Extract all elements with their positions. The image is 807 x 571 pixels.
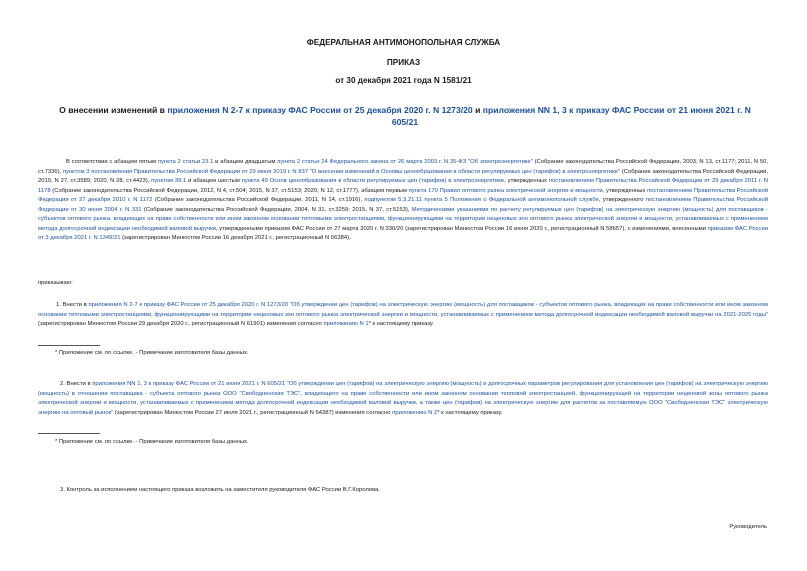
footnote-divider	[38, 433, 100, 434]
preamble-link[interactable]: пункта 2 статьи 23.1	[157, 159, 214, 165]
preamble-text: , утвержденными приказом ФАС России от 27 марта 2020 г. N 330/20 (зарегистрирован Минюстом России 16 июня 2020 г., регистрационный N 58657), с изменениями, внесенными	[215, 225, 708, 232]
preamble-text: (Собрание законодательства Российской Федерации, 2003, N 13, ст.1177; 2011, N 50, ст.7336),	[38, 159, 768, 175]
document-type: ПРИКАЗ	[386, 58, 421, 67]
preamble-text: и абзацем шестым	[186, 178, 242, 184]
preamble-text: (Собрание законодательства Российской Федерации, 2019, N 27, ст.3589; 2020, N 28, ст.4423),	[38, 168, 768, 184]
signature-title: Руководитель	[729, 524, 767, 530]
preamble-text: (зарегистрирован Минюстом России 16 декабря 2021 г., регистрационный N 66384),	[120, 235, 351, 241]
preamble-paragraph	[38, 158, 768, 244]
preamble-link[interactable]: пунктом 39.1	[151, 178, 187, 184]
title-link-605-21[interactable]: приложения NN 1, 3 к приказу ФАС России от 21 июня 2021 г. N 605/21	[391, 105, 751, 127]
preamble-text: (Собрание законодательства Российской Федерации, 2004, N 31, ст.3259; 2015, N 37, ст.5153),	[141, 206, 412, 213]
title-text: О внесении изменений в	[59, 105, 168, 115]
preamble-text: , утвержденного	[598, 197, 646, 203]
order-word: приказываю:	[38, 280, 73, 286]
item-3-paragraph: 3. Контроль за исполнением настоящего приказа возложить на заместителя руководителя ФАС России В.Г.Королева.	[60, 487, 380, 493]
item2-text: 2. Внести в	[60, 381, 93, 387]
item1-text: (зарегистрирован Минюстом России 29 декабря 2020 г., регистрационный N 61901) изменения согласно	[38, 321, 324, 327]
document-title	[50, 104, 760, 128]
item-1-paragraph	[38, 301, 768, 330]
preamble-link[interactable]: пункта 49 Основ ценообразования в области регулируемых цен (тарифов) в электроэнергетике	[241, 178, 505, 184]
item1-link[interactable]: приложения N 2-7 к приказу ФАС России от 25 декабря 2020 г. N 1273/20 "Об утверждении цен (тарифов) на электрическую энергию (мощность) для поставщиков - субъектов оптового рынка, владеющих на праве собственности или ином законном основании тепловыми электростанциями, функционирующими на территории неценовых зон оптового рынка электрической энергии и мощности, устанавливаемых с применением метода долгосрочной индексации необходимой валовой выручки на 2021-2025 годы"	[38, 302, 768, 318]
item2-link[interactable]: приложению N 2	[392, 409, 438, 416]
preamble-text: и абзацем двадцатым	[213, 159, 278, 165]
footnote-1: * Приложение см. по ссылке. - Примечание изготовителя базы данных.	[55, 350, 249, 356]
preamble-link[interactable]: постановлением Правительства Российской Федерации от 30 июня 2004 г. N 331	[38, 197, 768, 213]
preamble-link[interactable]: Методическими указаниями по расчету регулируемых цен (тарифов) на электрическую энергию (мощность) для поставщиков - субъектов оптового рынка, владеющих на праве собственности или ином законном основании тепловыми электростанциями, функционирующими на территории неценовых зон оптового рынка электрической энергии и мощности, устанавливаемых с применением метода долгосрочной индексации необходимой валовой выручки	[38, 206, 768, 232]
preamble-link[interactable]: постановлением Правительства Российской Федерации от 29 декабря 2011 г. N 1178	[38, 178, 769, 194]
agency-name: ФЕДЕРАЛЬНАЯ АНТИМОНОПОЛЬНАЯ СЛУЖБА	[306, 38, 501, 47]
item2-text: * к настоящему приказу.	[437, 409, 503, 416]
item1-link[interactable]: приложению N 1	[323, 321, 369, 327]
preamble-text: В соответствии с абзацем пятым	[66, 159, 158, 165]
footnote-2: * Приложение см. по ссылке. - Примечание изготовителя базы данных.	[55, 439, 249, 445]
document-date-number: от 30 декабря 2021 года N 1581/21	[335, 76, 472, 85]
item2-text: (зарегистрирован Минюстом России 27 июля 2021 г., регистрационный N 64387) изменения согласно	[113, 409, 393, 416]
footnote-divider	[38, 345, 100, 346]
preamble-link[interactable]: подпунктом 5.3.21.11 пункта 5 Положения о Федеральной антимонопольной службе	[364, 197, 599, 203]
preamble-link[interactable]: пункта 170 Правил оптового рынка электрической энергии и мощности	[408, 187, 603, 194]
preamble-text: (Собрание законодательства Российской Федерации, 2012, N 4, ст.504; 2015, N 37, ст.5153; 2020, N 12, ст.1777), абзацем первым	[50, 187, 409, 194]
preamble-link[interactable]: пунктом 3 постановления Правительства Российской Федерации от 29 июня 2019 г. N 837 "О внесении изменений в Основы ценообразования в области регулируемых цен (тарифов) в электроэнергетике"	[62, 168, 621, 175]
preamble-link[interactable]: пункта 2 статьи 24 Федерального закона от 26 марта 2003 г. N 35-ФЗ "Об электроэнергетике"	[277, 159, 533, 165]
preamble-text: , утвержденных	[602, 187, 648, 194]
item-2-paragraph	[38, 380, 768, 418]
item1-text: 1. Внести в	[56, 302, 89, 308]
preamble-link[interactable]: постановлением Правительства Российской Федерации от 27 декабря 2010 г. N 1172	[38, 187, 769, 203]
title-text: и	[472, 105, 483, 115]
preamble-text: , утвержденных	[504, 178, 549, 184]
preamble-text: (Собрание законодательства Российской Федерации, 2011, N 14, ст.1916),	[152, 197, 365, 203]
preamble-link[interactable]: приказом ФАС России от 3 декабря 2021 г. N 1349/21	[38, 225, 768, 241]
title-link-1273-20[interactable]: приложения N 2-7 к приказу ФАС России от 25 декабря 2020 г. N 1273/20	[167, 105, 473, 115]
item1-text: * к настоящему приказу.	[368, 321, 434, 327]
item2-link[interactable]: приложения NN 1, 3 к приказу ФАС России от 21 июня 2021 г. N 605/21 "Об утверждении цен (тарифов) на электрическую энергию (мощность) и долгосрочных параметров регулирования для установления цен (тарифов) на электрическую энергию (мощность) в отношении поставщика - субъекта оптового рынка ООО "Свободненская ТЭС", владеющего на праве собственности или ином законном основании тепловой электростанцией, функционирующей на территории неценовой зоны оптового рынка электрической энергии и мощности, устанавливаемых с применением метода долгосрочной индексации необходимой валовой выручки, а также цен (тарифов) на электрическую энергию для расчетов за поставляемую ООО "Свободненская ТЭС" электрическую энергию на оптовый рынок"	[38, 381, 768, 416]
